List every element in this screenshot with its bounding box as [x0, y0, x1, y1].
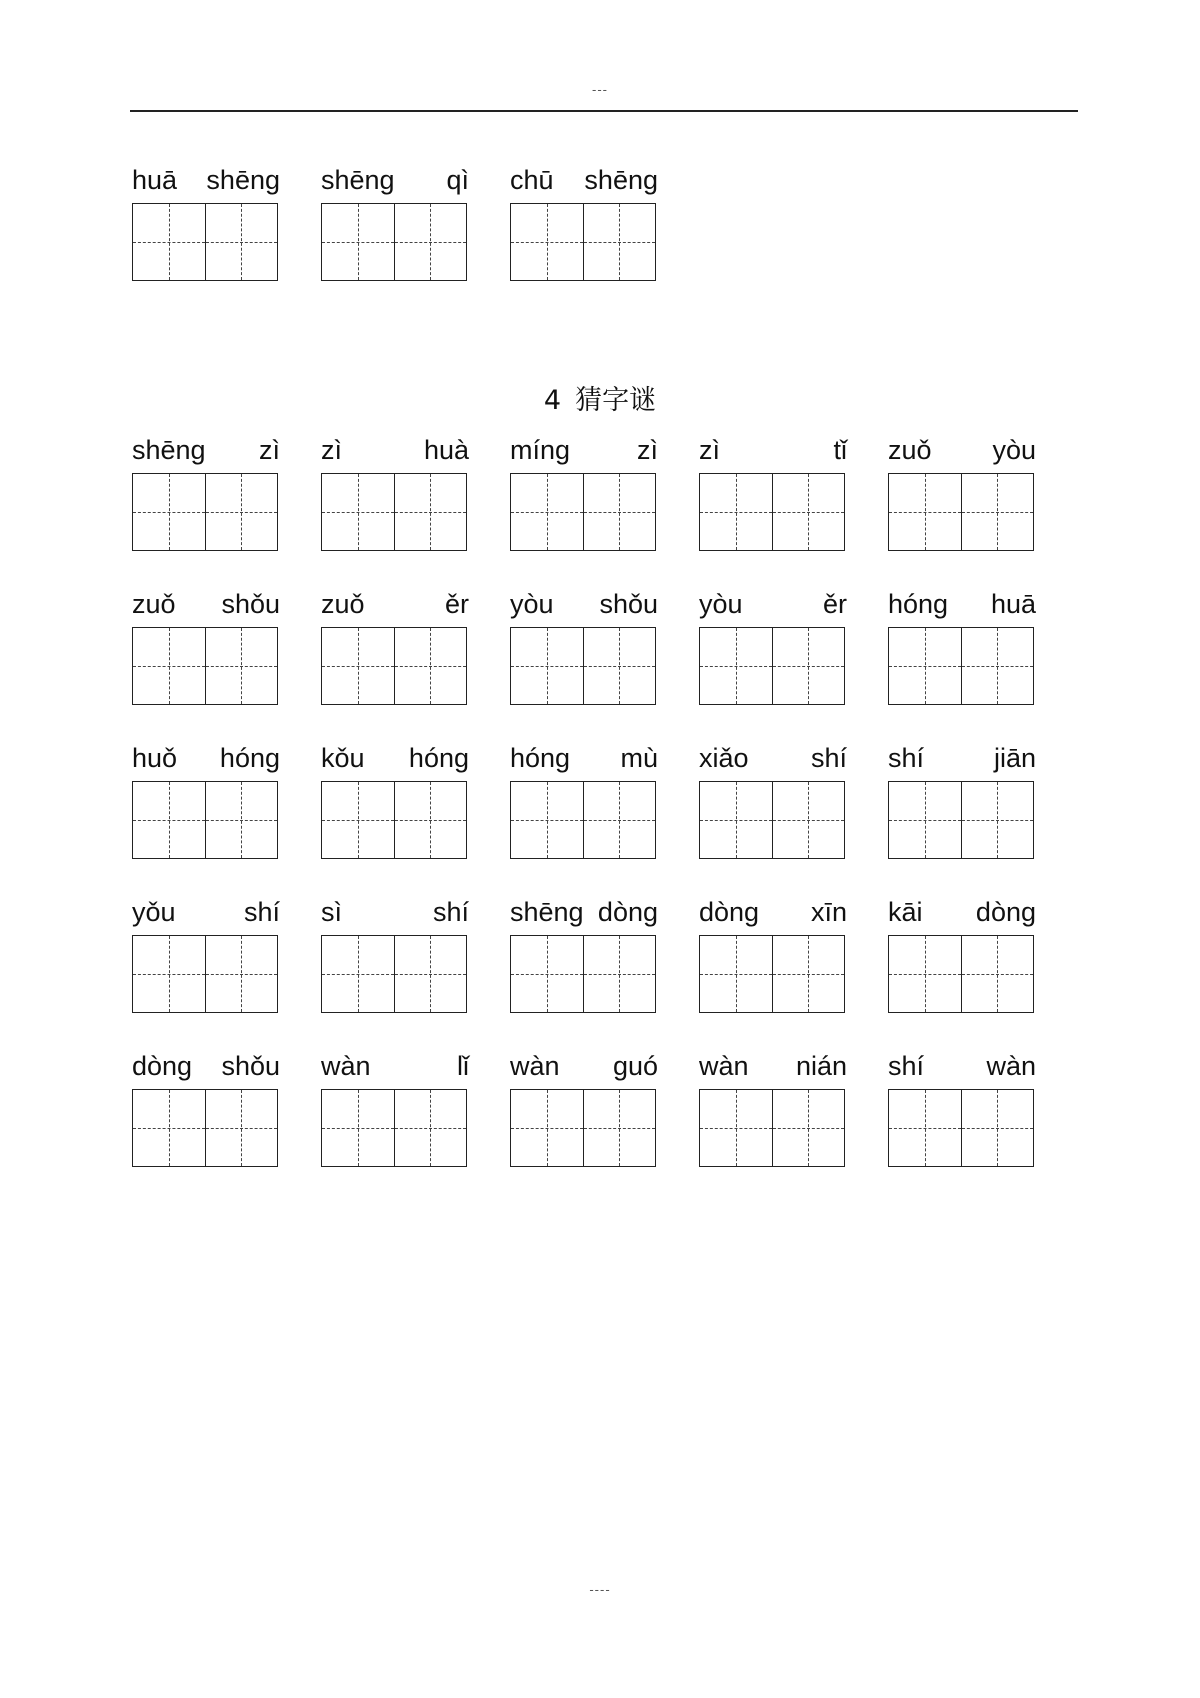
pinyin-row: [130, 1051, 1075, 1171]
tianzige-box-pair[interactable]: [888, 627, 1034, 705]
tianzige-cell[interactable]: [583, 474, 656, 550]
word-item: [319, 897, 469, 1017]
pinyin-syllable-1: zì: [699, 435, 721, 465]
tianzige-box-pair[interactable]: [510, 1089, 656, 1167]
word-item: [508, 435, 658, 555]
lesson-number: 4: [543, 385, 562, 416]
pinyin-syllable-1: shí: [888, 1051, 925, 1081]
word-item: [697, 897, 847, 1017]
tianzige-cell[interactable]: [511, 936, 583, 1012]
tianzige-cell[interactable]: [700, 782, 772, 858]
tianzige-cell[interactable]: [205, 782, 278, 858]
word-item: [130, 165, 280, 285]
pinyin-syllable-1: shēng: [132, 435, 206, 465]
tianzige-box-pair[interactable]: [510, 203, 656, 281]
word-item: [319, 435, 469, 555]
pinyin-syllable-2: tǐ: [833, 435, 847, 465]
pinyin-row: [130, 435, 1075, 555]
tianzige-box-pair[interactable]: [510, 781, 656, 859]
word-item: [130, 897, 280, 1017]
pinyin-syllable-1: xiǎo: [699, 743, 749, 773]
pinyin-syllable-2: shí: [432, 897, 469, 927]
pinyin-syllable-2: mù: [620, 743, 658, 773]
tianzige-cell[interactable]: [889, 628, 961, 704]
word-item: [508, 165, 658, 285]
word-item: [508, 897, 658, 1017]
word-item: [319, 743, 469, 863]
tianzige-cell[interactable]: [700, 474, 772, 550]
pinyin-syllable-2: nián: [795, 1051, 847, 1081]
pinyin-syllable-1: chū: [510, 165, 554, 195]
pinyin-syllable-1: huǒ: [132, 743, 178, 773]
pinyin-syllable-1: yòu: [699, 589, 743, 619]
pinyin-syllable-2: ěr: [822, 589, 847, 619]
tianzige-box-pair[interactable]: [699, 781, 845, 859]
pinyin-syllable-1: zuǒ: [888, 435, 932, 465]
word-item: [130, 589, 280, 709]
tianzige-cell[interactable]: [700, 1090, 772, 1166]
pinyin-syllable-1: wàn: [699, 1051, 749, 1081]
tianzige-cell[interactable]: [511, 204, 583, 280]
tianzige-cell[interactable]: [889, 1090, 961, 1166]
tianzige-cell[interactable]: [322, 204, 394, 280]
pinyin-syllable-1: zì: [321, 435, 343, 465]
pinyin-syllable-1: dòng: [132, 1051, 193, 1081]
tianzige-box-pair[interactable]: [699, 627, 845, 705]
header-divider: [130, 110, 1078, 112]
tianzige-box-pair[interactable]: [132, 1089, 278, 1167]
tianzige-box-pair[interactable]: [321, 1089, 467, 1167]
pinyin-syllable-2: shēng: [584, 165, 658, 195]
tianzige-cell[interactable]: [205, 1090, 278, 1166]
tianzige-cell[interactable]: [511, 628, 583, 704]
pinyin-syllable-2: shǒu: [221, 589, 280, 619]
pinyin-syllable-1: huā: [132, 165, 178, 195]
pinyin-syllable-1: wàn: [510, 1051, 560, 1081]
tianzige-box-pair[interactable]: [321, 935, 467, 1013]
tianzige-cell[interactable]: [511, 474, 583, 550]
tianzige-cell[interactable]: [394, 936, 467, 1012]
pinyin-syllable-1: shēng: [510, 897, 584, 927]
pinyin-syllable-2: dòng: [597, 897, 658, 927]
word-item: [697, 435, 847, 555]
tianzige-cell[interactable]: [205, 474, 278, 550]
pinyin-syllable-2: qì: [446, 165, 469, 195]
word-item: [508, 1051, 658, 1171]
tianzige-box-pair[interactable]: [888, 1089, 1034, 1167]
pinyin-syllable-1: shēng: [321, 165, 395, 195]
word-item: [319, 1051, 469, 1171]
word-item: [319, 589, 469, 709]
tianzige-cell[interactable]: [889, 474, 961, 550]
tianzige-box-pair[interactable]: [132, 203, 278, 281]
pinyin-syllable-1: hóng: [888, 589, 949, 619]
tianzige-cell[interactable]: [700, 936, 772, 1012]
tianzige-cell[interactable]: [133, 1090, 205, 1166]
tianzige-cell[interactable]: [772, 1090, 845, 1166]
pinyin-syllable-2: zì: [258, 435, 280, 465]
pinyin-syllable-1: zuǒ: [321, 589, 365, 619]
pinyin-syllable-2: jiān: [993, 743, 1036, 773]
tianzige-cell[interactable]: [205, 204, 278, 280]
tianzige-cell[interactable]: [583, 204, 656, 280]
pinyin-syllable-2: shí: [810, 743, 847, 773]
word-item: [886, 743, 1036, 863]
pinyin-row: [130, 589, 1075, 709]
word-item: [886, 589, 1036, 709]
word-item: [130, 435, 280, 555]
tianzige-cell[interactable]: [511, 782, 583, 858]
tianzige-cell[interactable]: [511, 1090, 583, 1166]
lesson-title: 猜字谜: [575, 385, 657, 416]
tianzige-cell[interactable]: [322, 474, 394, 550]
tianzige-box-pair[interactable]: [699, 1089, 845, 1167]
word-item: [886, 435, 1036, 555]
tianzige-box-pair[interactable]: [321, 781, 467, 859]
pinyin-syllable-1: kāi: [888, 897, 923, 927]
tianzige-cell[interactable]: [133, 474, 205, 550]
tianzige-cell[interactable]: [394, 628, 467, 704]
pinyin-row: [130, 743, 1075, 863]
tianzige-box-pair[interactable]: [888, 781, 1034, 859]
tianzige-cell[interactable]: [889, 936, 961, 1012]
word-item: [886, 1051, 1036, 1171]
tianzige-cell[interactable]: [133, 936, 205, 1012]
pinyin-syllable-1: dòng: [699, 897, 760, 927]
pinyin-syllable-2: hóng: [219, 743, 280, 773]
pinyin-syllable-1: hóng: [510, 743, 571, 773]
pinyin-syllable-2: ěr: [444, 589, 469, 619]
word-item: [697, 589, 847, 709]
pinyin-syllable-2: shí: [243, 897, 280, 927]
lesson-heading: [0, 378, 1200, 417]
word-item: [130, 1051, 280, 1171]
pinyin-syllable-2: yòu: [992, 435, 1036, 465]
tianzige-box-pair[interactable]: [132, 473, 278, 551]
word-item: [130, 743, 280, 863]
tianzige-cell[interactable]: [583, 782, 656, 858]
pinyin-syllable-2: zì: [636, 435, 658, 465]
word-item: [697, 743, 847, 863]
tianzige-cell[interactable]: [133, 628, 205, 704]
tianzige-cell[interactable]: [772, 474, 845, 550]
pinyin-syllable-1: yǒu: [132, 897, 176, 927]
tianzige-box-pair[interactable]: [321, 627, 467, 705]
tianzige-box-pair[interactable]: [321, 473, 467, 551]
pinyin-syllable-1: zuǒ: [132, 589, 176, 619]
pinyin-syllable-1: sì: [321, 897, 343, 927]
tianzige-cell[interactable]: [394, 782, 467, 858]
tianzige-box-pair[interactable]: [888, 935, 1034, 1013]
tianzige-box-pair[interactable]: [321, 203, 467, 281]
tianzige-cell[interactable]: [322, 782, 394, 858]
tianzige-cell[interactable]: [700, 628, 772, 704]
tianzige-cell[interactable]: [961, 1090, 1034, 1166]
tianzige-box-pair[interactable]: [510, 627, 656, 705]
tianzige-cell[interactable]: [205, 936, 278, 1012]
page-header-mark: ---: [592, 82, 608, 97]
tianzige-cell[interactable]: [772, 782, 845, 858]
pinyin-syllable-1: yòu: [510, 589, 554, 619]
tianzige-box-pair[interactable]: [132, 935, 278, 1013]
tianzige-box-pair[interactable]: [510, 473, 656, 551]
pinyin-row: [130, 897, 1075, 1017]
word-item: [319, 165, 469, 285]
pinyin-syllable-2: wàn: [986, 1051, 1036, 1081]
tianzige-cell[interactable]: [322, 936, 394, 1012]
pinyin-syllable-2: dòng: [975, 897, 1036, 927]
pinyin-row: [130, 165, 697, 285]
tianzige-cell[interactable]: [133, 204, 205, 280]
pinyin-syllable-1: wàn: [321, 1051, 371, 1081]
tianzige-cell[interactable]: [394, 204, 467, 280]
word-item: [886, 897, 1036, 1017]
pinyin-syllable-1: shí: [888, 743, 925, 773]
tianzige-box-pair[interactable]: [132, 781, 278, 859]
tianzige-cell[interactable]: [322, 628, 394, 704]
tianzige-cell[interactable]: [583, 936, 656, 1012]
pinyin-syllable-2: huā: [990, 589, 1036, 619]
pinyin-syllable-2: shēng: [206, 165, 280, 195]
tianzige-box-pair[interactable]: [699, 935, 845, 1013]
tianzige-cell[interactable]: [322, 1090, 394, 1166]
pinyin-syllable-1: kǒu: [321, 743, 365, 773]
tianzige-cell[interactable]: [961, 474, 1034, 550]
pinyin-syllable-2: xīn: [810, 897, 847, 927]
tianzige-box-pair[interactable]: [510, 935, 656, 1013]
tianzige-cell[interactable]: [961, 782, 1034, 858]
pinyin-syllable-1: míng: [510, 435, 571, 465]
tianzige-cell[interactable]: [961, 936, 1034, 1012]
tianzige-cell[interactable]: [772, 628, 845, 704]
tianzige-box-pair[interactable]: [699, 473, 845, 551]
pinyin-syllable-2: guó: [612, 1051, 658, 1081]
word-item: [508, 589, 658, 709]
tianzige-cell[interactable]: [133, 782, 205, 858]
pinyin-syllable-2: huà: [423, 435, 469, 465]
page-footer-mark: ----: [589, 1582, 611, 1597]
tianzige-cell[interactable]: [889, 782, 961, 858]
pinyin-syllable-2: shǒu: [599, 589, 658, 619]
tianzige-cell[interactable]: [772, 936, 845, 1012]
pinyin-syllable-2: hóng: [408, 743, 469, 773]
tianzige-cell[interactable]: [394, 1090, 467, 1166]
tianzige-cell[interactable]: [583, 628, 656, 704]
tianzige-box-pair[interactable]: [888, 473, 1034, 551]
pinyin-syllable-2: shǒu: [221, 1051, 280, 1081]
word-item: [508, 743, 658, 863]
pinyin-syllable-2: lǐ: [457, 1051, 469, 1081]
tianzige-cell[interactable]: [205, 628, 278, 704]
tianzige-cell[interactable]: [394, 474, 467, 550]
word-item: [697, 1051, 847, 1171]
tianzige-box-pair[interactable]: [132, 627, 278, 705]
tianzige-cell[interactable]: [961, 628, 1034, 704]
tianzige-cell[interactable]: [583, 1090, 656, 1166]
